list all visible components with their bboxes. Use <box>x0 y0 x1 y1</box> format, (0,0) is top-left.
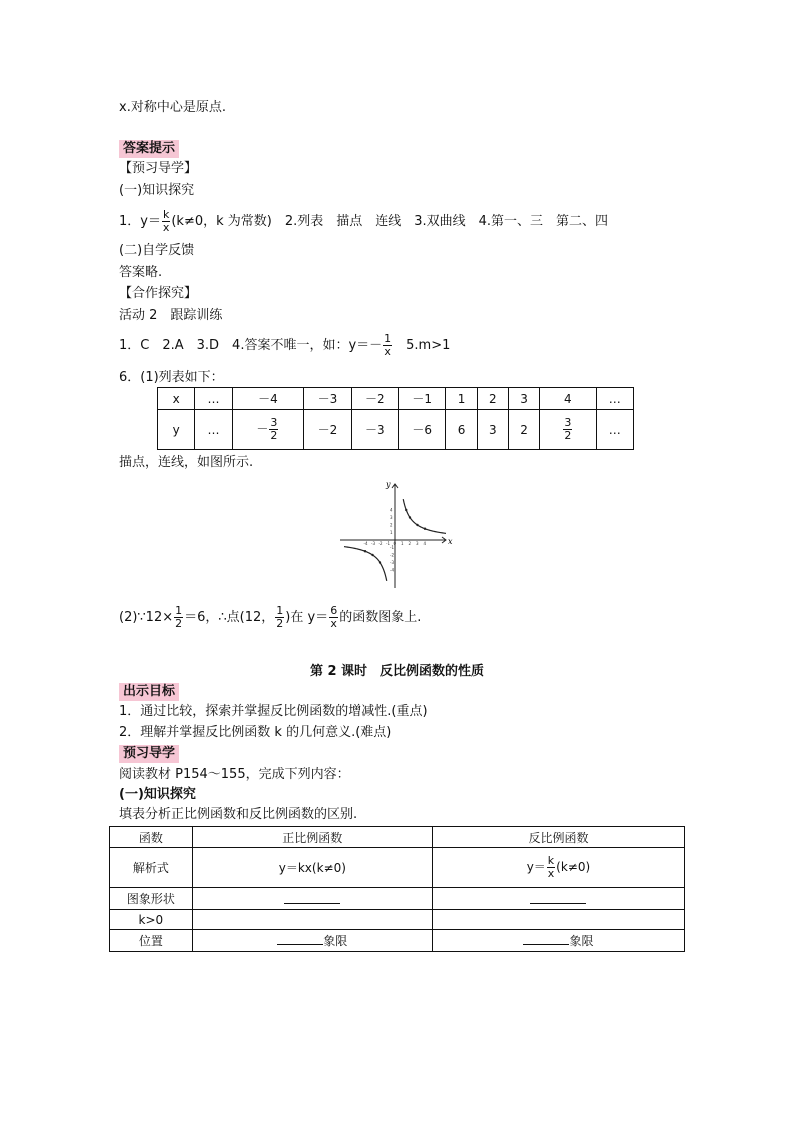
answer-tag: 答案提示 <box>119 140 179 158</box>
x-tick-label: -1 <box>386 541 390 546</box>
compare-formula-row <box>110 848 685 888</box>
y-cell-fraction <box>232 410 304 450</box>
answer-blank <box>523 932 569 945</box>
goal-2: 2．理解并掌握反比例函数 k 的几何意义.(难点) <box>119 725 392 740</box>
x-cell: －4 <box>232 388 304 410</box>
inverse-suffix: (k≠0) <box>556 860 591 874</box>
hyperbola-graph <box>338 478 454 590</box>
fraction-den: 2 <box>270 429 278 442</box>
fraction-k-over-x <box>162 209 170 234</box>
header-inverse: 反比例函数 <box>432 827 684 848</box>
x-cell: 1 <box>446 388 477 410</box>
plotted-point <box>371 554 373 556</box>
fraction-num: 3 <box>270 416 278 429</box>
header-direct: 正比例函数 <box>192 827 432 848</box>
y-cell: … <box>195 410 232 450</box>
plotted-point <box>379 561 381 563</box>
y-tick-label: 1 <box>390 530 393 535</box>
quadrant-suffix: 象限 <box>323 934 348 948</box>
lesson-title: 第 2 课时 反比例函数的性质 <box>309 664 485 679</box>
goal-1: 1．通过比较，探索并掌握反比例函数的增减性.(重点) <box>119 704 428 719</box>
fraction-den: x <box>547 867 555 880</box>
fraction-den: x <box>330 617 337 630</box>
x-cell: 4 <box>540 388 596 410</box>
answer-2 <box>119 331 450 361</box>
inverse-prefix: y＝ <box>526 860 546 874</box>
plotted-point <box>416 524 418 526</box>
answer-1 <box>119 208 608 236</box>
value-table <box>157 387 634 450</box>
compare-table <box>109 826 685 952</box>
y-cell: y <box>158 410 195 450</box>
empty-cell <box>432 910 684 930</box>
x-tick-label: 4 <box>423 541 427 546</box>
q6-2-text-c: )在 y＝ <box>285 610 329 625</box>
quadrant-suffix: 象限 <box>569 934 594 948</box>
coop-heading: 【合作探究】 <box>119 286 198 301</box>
answer-blank <box>284 891 340 904</box>
x-tick-label: -4 <box>363 541 368 546</box>
inverse-shape-blank <box>432 888 684 910</box>
fraction-den: 2 <box>175 617 183 630</box>
y-tick-label: 4 <box>390 507 393 513</box>
x-tick-label: -2 <box>378 541 383 546</box>
answer-1-prefix: 1．y＝ <box>119 214 161 229</box>
plot-text: 描点，连线，如图所示. <box>119 455 254 470</box>
q6-2-text-d: 的函数图象上. <box>339 610 422 625</box>
plotted-point <box>405 509 407 511</box>
value-table-y-row <box>158 410 634 450</box>
compare-header-row <box>110 827 685 848</box>
row-label-formula: 解析式 <box>110 848 193 888</box>
x-tick-label: 1 <box>401 541 404 546</box>
y-tick-label: -2 <box>390 552 394 558</box>
compare-position-row <box>110 930 685 952</box>
fraction-den: 2 <box>276 617 284 630</box>
fraction-3-over-2 <box>269 417 278 442</box>
answer-1-suffix: (k≠0，k 为常数) 2.列表 描点 连线 3.双曲线 4.第一、三 第二、四 <box>171 214 609 229</box>
direct-shape-blank <box>192 888 432 910</box>
goals-tag: 出示目标 <box>119 683 179 701</box>
x-cell: … <box>596 388 633 410</box>
x-cell: 3 <box>508 388 539 410</box>
activity-label: 活动 2 跟踪训练 <box>119 308 223 323</box>
compare-k-row <box>110 910 685 930</box>
fraction-3-over-2 <box>563 417 572 442</box>
plotted-point <box>364 550 366 552</box>
y-cell: 2 <box>508 410 539 450</box>
top-line: x.对称中心是原点. <box>119 100 226 115</box>
inverse-formula <box>432 848 684 888</box>
knowledge-heading-2: (一)知识探究 <box>119 787 196 802</box>
fraction-num: 1 <box>384 332 392 345</box>
fraction-1-over-2 <box>174 605 183 630</box>
fraction-k-over-x <box>547 855 555 880</box>
header-function: 函数 <box>110 827 193 848</box>
y-axis-label: y <box>386 480 391 489</box>
x-cell: x <box>158 388 195 410</box>
selftest-heading-1: (二)自学反馈 <box>119 243 195 258</box>
fraction-num: 1 <box>175 604 183 617</box>
plotted-point <box>424 528 426 530</box>
q6-2-text-a: (2)∵12× <box>119 610 174 625</box>
y-tick-label: -1 <box>390 545 394 550</box>
preview-tag: 预习导学 <box>119 745 179 763</box>
fraction-num: 3 <box>564 416 572 429</box>
q6-intro: 6．(1)列表如下： <box>119 370 224 385</box>
preview-heading: 【预习导学】 <box>119 161 198 176</box>
x-cell: －3 <box>304 388 351 410</box>
empty-cell <box>192 910 432 930</box>
y-cell: －2 <box>304 410 351 450</box>
answer-blank <box>277 932 323 945</box>
y-cell-fraction <box>540 410 596 450</box>
x-tick-label: 3 <box>416 541 419 546</box>
value-table-x-row <box>158 388 634 410</box>
direct-position <box>192 930 432 952</box>
fraction-1-over-2 <box>275 605 284 630</box>
x-tick-label: 2 <box>408 541 412 546</box>
fraction-num: k <box>162 208 170 221</box>
direct-formula: y＝kx(k≠0) <box>192 848 432 888</box>
x-tick-label: 0 <box>393 541 397 546</box>
fraction-sign: － <box>256 422 269 436</box>
answer-2-suffix: 5.m>1 <box>393 338 451 353</box>
fraction-num: 6 <box>330 604 338 617</box>
answer-blank <box>530 891 586 904</box>
row-label-k: k>0 <box>110 910 193 930</box>
x-cell: －2 <box>351 388 398 410</box>
row-label-position: 位置 <box>110 930 193 952</box>
y-cell: 6 <box>446 410 477 450</box>
fraction-1-over-x <box>383 333 392 358</box>
fraction-den: 2 <box>564 429 572 442</box>
x-tick-label: -3 <box>371 541 375 546</box>
y-tick-label: -3 <box>390 560 394 565</box>
y-cell: －6 <box>399 410 446 450</box>
fraction-6-over-x <box>329 605 338 630</box>
y-tick-label: 2 <box>390 522 393 528</box>
y-cell: 3 <box>477 410 508 450</box>
selftest-answer: 答案略. <box>119 265 163 280</box>
fraction-num: k <box>547 854 555 867</box>
row-label-shape: 图象形状 <box>110 888 193 910</box>
compare-shape-row <box>110 888 685 910</box>
q6-part-2 <box>119 602 421 634</box>
fraction-num: 1 <box>276 604 284 617</box>
table-intro: 填表分析正比例函数和反比例函数的区别. <box>119 807 358 822</box>
fraction-den: x <box>384 345 391 358</box>
y-cell: … <box>596 410 633 450</box>
y-tick-label: 3 <box>390 515 393 520</box>
answer-2-prefix: 1．C 2.A 3.D 4.答案不唯一，如：y＝－ <box>119 338 383 353</box>
fraction-den: x <box>162 221 170 234</box>
x-cell: … <box>195 388 232 410</box>
y-cell: －3 <box>351 410 398 450</box>
y-tick-label: -4 <box>390 567 394 573</box>
plotted-point <box>409 516 411 518</box>
knowledge-heading-1: (一)知识探究 <box>119 183 195 198</box>
q6-2-text-b: ＝6，∴点(12， <box>184 610 275 625</box>
read-line: 阅读教材 P154～155，完成下列内容： <box>119 767 350 782</box>
x-cell: －1 <box>399 388 446 410</box>
inverse-position <box>432 930 684 952</box>
x-axis-label: x <box>448 537 453 546</box>
x-cell: 2 <box>477 388 508 410</box>
